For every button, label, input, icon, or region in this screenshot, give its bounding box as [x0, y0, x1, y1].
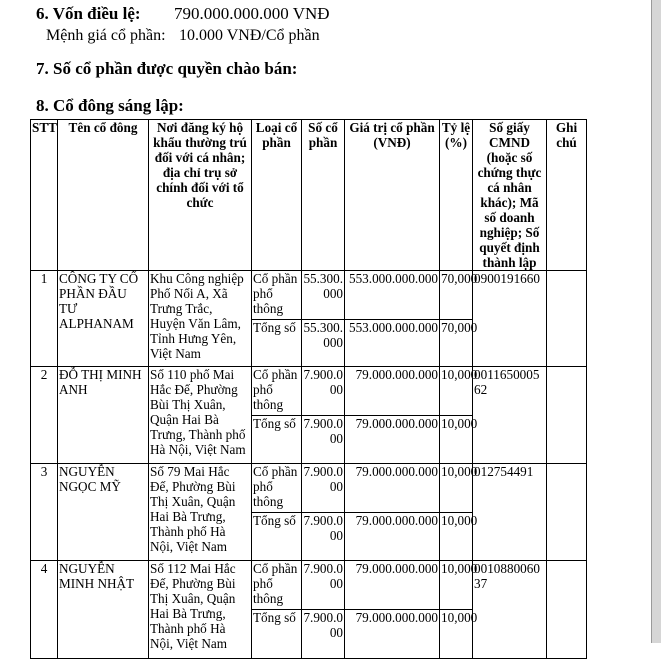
cell-stt: 3 — [31, 464, 58, 561]
cell-ratio-total: 10,000 — [440, 513, 473, 561]
cell-share-type-total: Tổng số — [252, 416, 302, 464]
cell-name: CÔNG TY CỔ PHẦN ĐẦU TƯ ALPHANAM — [58, 271, 149, 367]
cell-address: Số 110 phố Mai Hắc Đế, Phường Bùi Thị Xuân, Quận Hai Bà Trưng, Thành phố Hà Nội, Việt Nam — [149, 367, 252, 464]
cell-share-count-total: 7.900.000 — [302, 513, 345, 561]
header-stt: STT — [31, 120, 58, 271]
cell-value-total: 79.000.000.000 — [345, 416, 440, 464]
page-edge — [652, 0, 661, 643]
cell-note — [547, 271, 587, 367]
cell-share-type: Cổ phần phổ thông — [252, 367, 302, 416]
cell-stt: 1 — [31, 271, 58, 367]
header-ratio: Tỷ lệ (%) — [440, 120, 473, 271]
cell-name: NGUYỄN MINH NHẬT — [58, 561, 149, 659]
cell-share-type: Cổ phần phổ thông — [252, 464, 302, 513]
cell-value: 79.000.000.000 — [345, 561, 440, 610]
table-header-row — [31, 120, 587, 271]
cell-share-type-total: Tổng số — [252, 513, 302, 561]
table-row — [31, 464, 587, 513]
cell-ratio-total: 70,000 — [440, 320, 473, 367]
cell-address: Khu Công nghiệp Phố Nối A, Xã Trưng Trắc, Huyện Văn Lâm, Tỉnh Hưng Yên, Việt Nam — [149, 271, 252, 367]
cell-note — [547, 464, 587, 561]
section-7-title: 7. Số cổ phần được quyền chào bán: — [36, 59, 298, 78]
header-share-type: Loại cổ phần — [252, 120, 302, 271]
cell-value-total: 79.000.000.000 — [345, 610, 440, 659]
cell-share-count-total: 55.300.000 — [302, 320, 345, 367]
header-share-count: Số cổ phần — [302, 120, 345, 271]
cell-name: ĐỖ THỊ MINH ANH — [58, 367, 149, 464]
cell-ratio: 10,000 — [440, 561, 473, 610]
par-value-value: 10.000 VNĐ/Cổ phần — [179, 27, 320, 44]
cell-share-count: 55.300.000 — [302, 271, 345, 320]
cell-id: 001088006037 — [473, 561, 547, 659]
cell-share-count: 7.900.000 — [302, 561, 345, 610]
cell-share-count: 7.900.000 — [302, 464, 345, 513]
cell-ratio: 10,000 — [440, 367, 473, 416]
cell-ratio-total: 10,000 — [440, 416, 473, 464]
cell-ratio: 70,000 — [440, 271, 473, 320]
cell-address: Số 112 Mai Hắc Đế, Phường Bùi Thị Xuân, Quận Hai Bà Trưng, Thành phố Hà Nội, Việt Nam — [149, 561, 252, 659]
founding-shareholders-table — [30, 119, 587, 659]
cell-stt: 2 — [31, 367, 58, 464]
cell-stt: 4 — [31, 561, 58, 659]
cell-share-type: Cổ phần phổ thông — [252, 561, 302, 610]
cell-share-count: 7.900.000 — [302, 367, 345, 416]
cell-note — [547, 561, 587, 659]
cell-value: 553.000.000.000 — [345, 271, 440, 320]
cell-ratio: 10,000 — [440, 464, 473, 513]
header-value: Giá trị cổ phần (VNĐ) — [345, 120, 440, 271]
charter-capital-value: 790.000.000.000 VNĐ — [174, 4, 330, 23]
header-address: Nơi đăng ký hộ khẩu thường trú đối với cá nhân; địa chỉ trụ sở chính đối với tổ chức — [149, 120, 252, 271]
cell-value-total: 553.000.000.000 — [345, 320, 440, 367]
cell-id: 012754491 — [473, 464, 547, 561]
cell-id: 001165000562 — [473, 367, 547, 464]
cell-value: 79.000.000.000 — [345, 367, 440, 416]
table-row — [31, 561, 587, 610]
cell-share-count-total: 7.900.000 — [302, 610, 345, 659]
header-name: Tên cổ đông — [58, 120, 149, 271]
cell-share-type-total: Tổng số — [252, 610, 302, 659]
cell-address: Số 79 Mai Hắc Đế, Phường Bùi Thị Xuân, Quận Hai Bà Trưng, Thành phố Hà Nội, Việt Nam — [149, 464, 252, 561]
cell-ratio-total: 10,000 — [440, 610, 473, 659]
cell-share-type: Cổ phần phổ thông — [252, 271, 302, 320]
cell-value-total: 79.000.000.000 — [345, 513, 440, 561]
cell-name: NGUYỄN NGỌC MỸ — [58, 464, 149, 561]
par-value-label: Mệnh giá cổ phần: — [46, 27, 166, 44]
table-row — [31, 271, 587, 320]
header-note: Ghi chú — [547, 120, 587, 271]
header-id: Số giấy CMND (hoặc số chứng thực cá nhân khác); Mã số doanh nghiệp; Số quyết định thành lập — [473, 120, 547, 271]
table-row — [31, 367, 587, 416]
cell-value: 79.000.000.000 — [345, 464, 440, 513]
section-8-title: 8. Cổ đông sáng lập: — [36, 96, 184, 115]
cell-id: 0900191660 — [473, 271, 547, 367]
cell-share-count-total: 7.900.000 — [302, 416, 345, 464]
cell-note — [547, 367, 587, 464]
charter-capital-label: 6. Vốn điều lệ: — [36, 4, 141, 23]
cell-share-type-total: Tổng số — [252, 320, 302, 367]
